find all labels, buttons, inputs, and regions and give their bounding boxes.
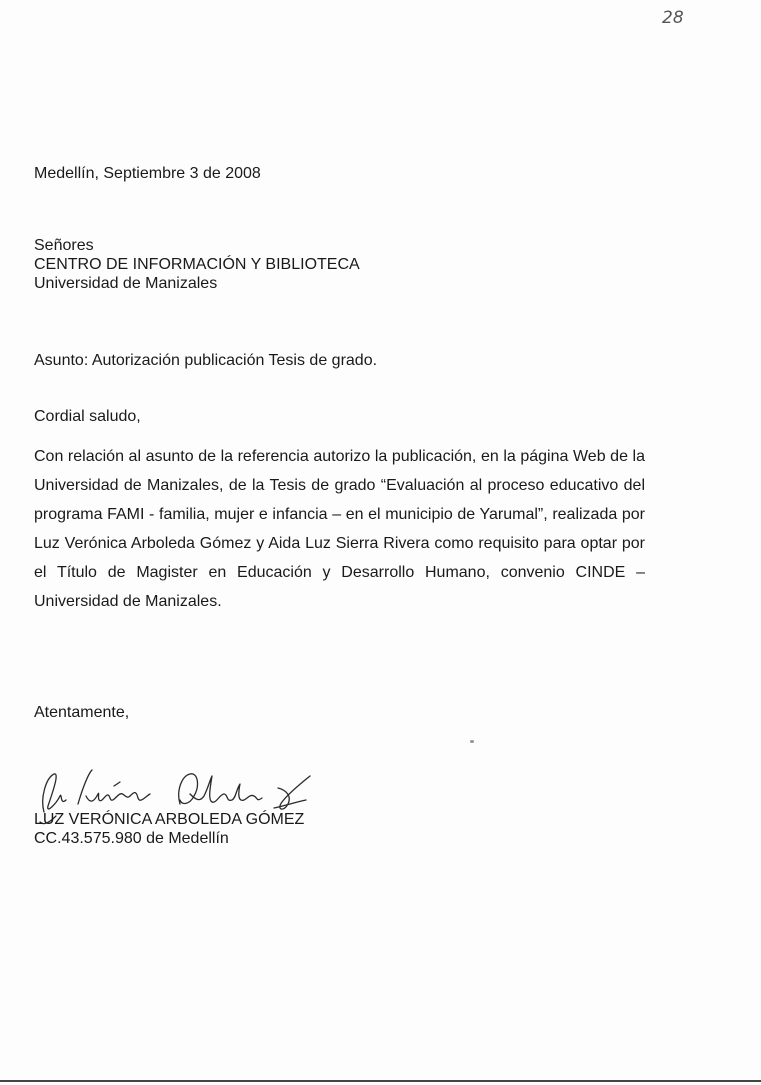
closing: Atentamente, (34, 704, 130, 721)
recipient-organization: CENTRO DE INFORMACIÓN Y BIBLIOTECA (34, 256, 360, 273)
recipient-institution: Universidad de Manizales (34, 275, 218, 292)
greeting: Cordial saludo, (34, 408, 141, 425)
signatory-name: LUZ VERÓNICA ARBOLEDA GÓMEZ (34, 811, 305, 828)
page-number: 28 (662, 8, 684, 28)
subject-line: Asunto: Autorización publicación Tesis de grado. (34, 352, 378, 369)
scan-bottom-edge (0, 1080, 761, 1082)
signatory-id: CC.43.575.980 de Medellín (34, 830, 229, 847)
date-line: Medellín, Septiembre 3 de 2008 (34, 165, 261, 182)
recipient-salutation: Señores (34, 237, 94, 254)
body-paragraph: Con relación al asunto de la referencia autorizo la publicación, en la página Web de la Universidad de Manizales, de la Tesis de grado “Evaluación al proceso educativo del programa FAMI - familia, mujer e infancia – en el municipio de Yarumal”, realizada por Luz Verónica Arboleda Gómez y Aida Luz Sierra Rivera como requisito para optar por el Título de Magister en Educación y Desarrollo Humano, convenio CINDE – Universidad de Manizales. (34, 448, 645, 610)
scan-speck (470, 740, 474, 743)
